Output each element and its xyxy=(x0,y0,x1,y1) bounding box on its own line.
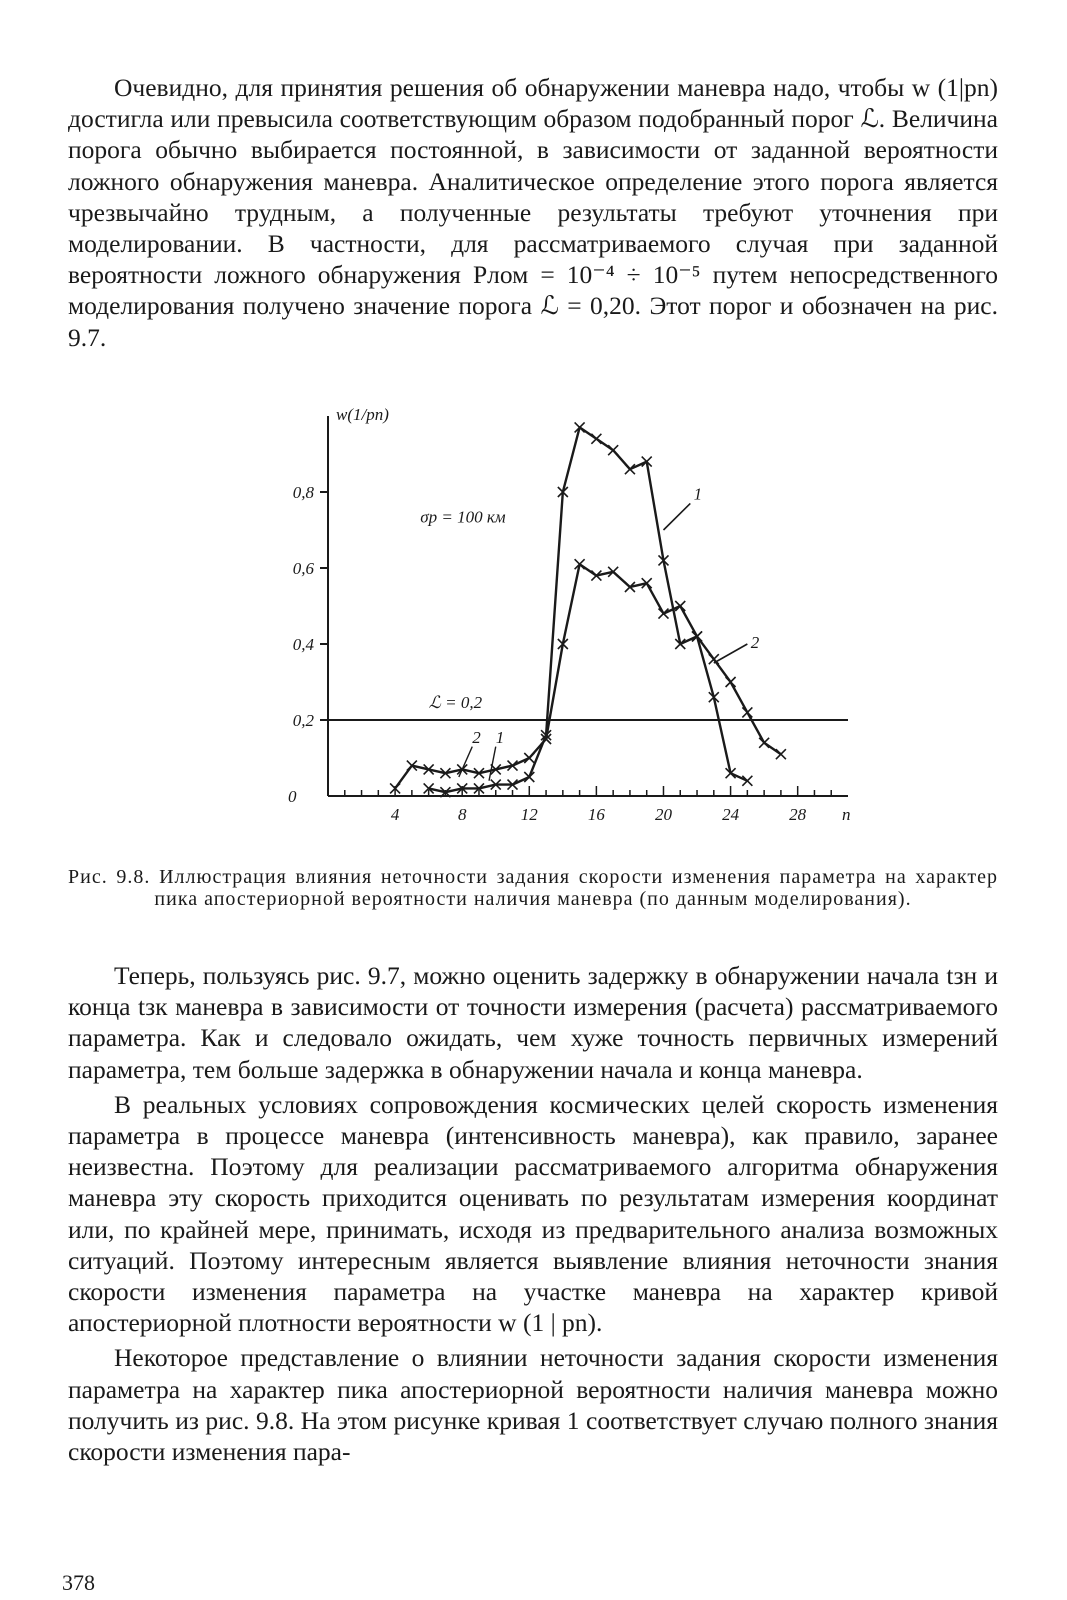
data-point xyxy=(608,445,618,455)
low-curve-label-1: 1 xyxy=(495,727,505,747)
data-point xyxy=(524,772,534,782)
data-point xyxy=(776,749,786,759)
series-line-2 xyxy=(395,564,781,788)
data-point xyxy=(742,776,752,786)
threshold-annotation: ℒ = 0,2 xyxy=(428,693,483,712)
y-tick-label: 0,6 xyxy=(292,559,314,578)
x-tick-label: 4 xyxy=(390,805,400,824)
x-tick-label: 20 xyxy=(654,805,672,824)
curve-label-1: 1 xyxy=(693,484,703,504)
figure-caption: Рис. 9.8. Иллюстрация влияния неточности задания скорости изменения параметра на характер пика апостериорной вероятности наличия маневра (по данным моделирования). xyxy=(68,866,998,910)
chart xyxy=(218,396,878,826)
data-point xyxy=(524,753,534,763)
data-point xyxy=(726,677,736,687)
x-tick-label: 28 xyxy=(789,805,807,824)
curve-label-2: 2 xyxy=(750,632,760,652)
data-point xyxy=(759,738,769,748)
data-point xyxy=(742,707,752,717)
paragraph: Теперь, пользуясь рис. 9.7, можно оценить задержку в обнаружении начала tзн и конца tзк маневра в зависимости от точности измерения (расчета) рассматриваемого параметра. Как и следовало ожидать, чем хуже точность первичных измерений параметра, тем больше задержка в обнаружении начала и конца маневра. xyxy=(68,961,998,1084)
paragraph: Некоторое представление о влиянии неточности задания скорости изменения параметра на характер пика апостериорной вероятности наличия маневра можно получить из рис. 9.8. На этом рисунке кривая 1 соответствует случаю полного знания скорости изменения пара- xyxy=(68,1343,998,1467)
data-point xyxy=(658,609,668,619)
page-content xyxy=(68,72,998,1467)
x-axis-label: n xyxy=(842,805,851,824)
data-point xyxy=(625,464,635,474)
y-axis-label: w(1/pn) xyxy=(336,405,389,424)
low-leader-1 xyxy=(489,747,496,781)
x-tick-label: 16 xyxy=(587,805,605,824)
origin-label: 0 xyxy=(288,787,297,806)
paragraph: Очевидно, для принятия решения об обнаружении маневра надо, чтобы w (1|pn) достигла или превысила соответствующим образом подобранный порог ℒ. Величина порога обычно выбирается постоянной, в зависимости от заданной вероятности ложного обнаружения маневра. Аналитическое определение этого порога является чрезвычайно трудным, а полученные результаты требуют уточнения при моделировании. В частности, для рассматриваемого случая при заданной вероятности ложного обнаружения Pлом = 10⁻⁴ ÷ 10⁻⁵ путем непосредственного моделирования получено значение порога ℒ = 0,20. Этот порог и обозначен на рис. 9.7. xyxy=(68,73,998,352)
curve-1-leader xyxy=(663,503,690,530)
low-curve-label-2: 2 xyxy=(472,727,481,747)
data-point xyxy=(591,434,601,444)
page-number: 378 xyxy=(62,1570,95,1595)
y-tick-label: 0,8 xyxy=(292,483,314,502)
x-tick-label: 24 xyxy=(722,805,740,824)
curve-2-leader xyxy=(714,644,748,663)
x-tick-label: 12 xyxy=(520,805,538,824)
y-tick-label: 0,2 xyxy=(292,711,314,730)
x-tick-label: 8 xyxy=(457,805,467,824)
paragraph: В реальных условиях сопровождения космических целей скорость изменения параметра в процессе маневра (интенсивность маневра), как правило, заранее неизвестна. Поэтому для реализации рассматриваемого алгоритма обнаружения маневра эту скорость приходится оценивать по результатам измерения координат или, по крайней мере, принимать, исходя из предварительного анализа возможных ситуаций. Поэтому интересным является выявление влияния неточности знания скорости изменения параметра на участке маневра на характер кривой апостериорной плотности вероятности w (1 | pn). xyxy=(68,1089,998,1338)
data-point xyxy=(675,601,685,611)
y-tick-label: 0,4 xyxy=(292,635,314,654)
figure-9-8 xyxy=(68,396,998,910)
velocity-annotation: σр = 100 км xyxy=(420,507,506,527)
